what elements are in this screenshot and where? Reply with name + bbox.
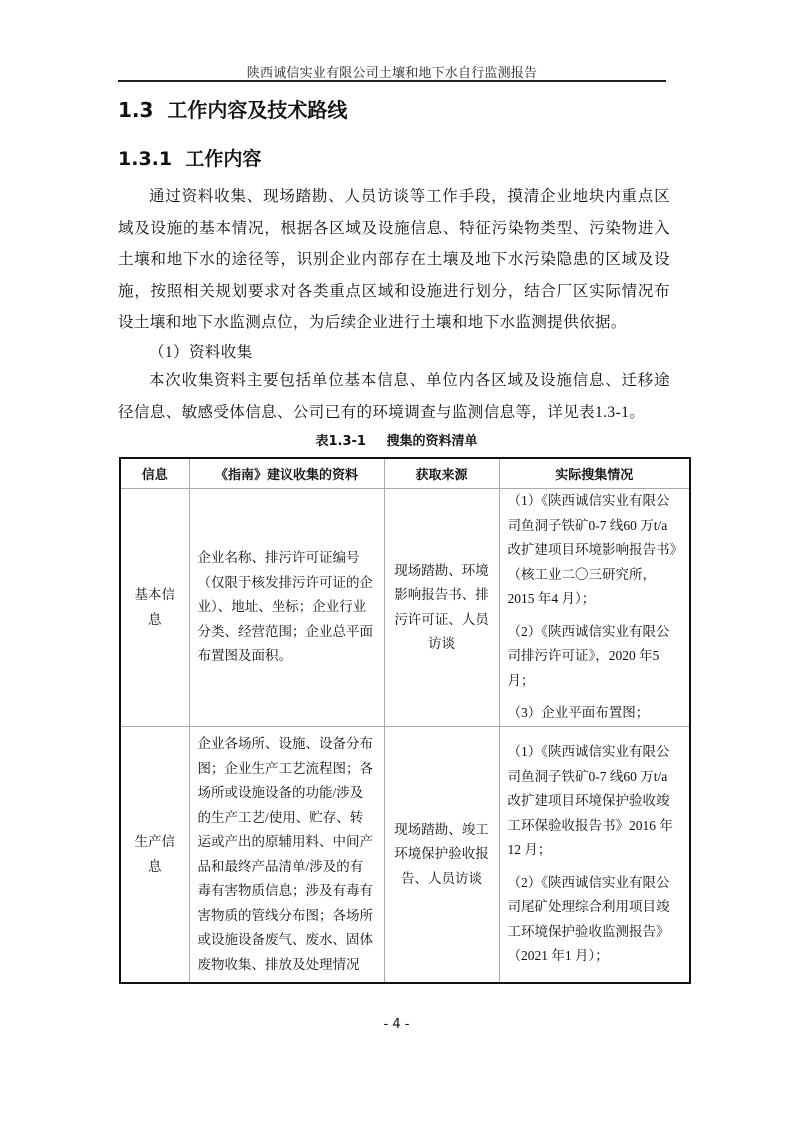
section-title: 工作内容及技术路线 (167, 98, 348, 122)
item-heading: （1）资料收集 (149, 344, 253, 361)
actual-item: （2）《陕西诚信实业有限公司尾矿处理综合利用项目竣工环境保护验收监测报告》（2021 年1 月）； (507, 874, 670, 964)
page-number: - 4 - (383, 1017, 410, 1032)
actual-item: （1）《陕西诚信实业有限公司鱼洞子铁矿0-7 线60 万t/a 改扩建项目环境保护验收竣工环保验收报告书》2016 年12 月； (507, 744, 673, 858)
table-row (120, 727, 690, 984)
actual-item: （3）企业平面布置图； (507, 705, 650, 721)
table-caption-number: 表1.3-1 (315, 434, 366, 449)
subsection-number: 1.3.1 (118, 148, 173, 170)
cell-guide: 企业名称、排污许可证编号（仅限于核发排污许可证的企业）、地址、坐标；企业行业分类、经营范围；企业总平面布置图及面积。 (189, 489, 384, 727)
table-caption-title: 搜集的资料清单 (386, 434, 478, 449)
column-header-guide: 《指南》建议收集的资料 (189, 458, 384, 489)
collection-paragraph: 本次收集资料主要包括单位基本信息、单位内各区域及设施信息、迁移途径信息、敏感受体信息、公司已有的环境调查与监测信息等，详见表1.3-1。 (118, 372, 670, 421)
table-header-row (120, 458, 690, 489)
column-header-source: 获取来源 (384, 458, 499, 489)
running-header: 陕西诚信实业有限公司土壤和地下水自行监测报告 (246, 65, 538, 80)
actual-item: （2）《陕西诚信实业有限公司排污许可证》，2020 年5 月； (507, 623, 670, 688)
subsection-heading (118, 144, 261, 171)
table-caption (0, 430, 793, 449)
cell-actual (499, 489, 690, 727)
intro-paragraph: 通过资料收集、现场踏勘、人员访谈等工作手段，摸清企业地块内重点区域及设施的基本情况，根据各区域及设施信息、特征污染物类型、污染物进入土壤和地下水的途径等，识别企业内部存在土壤及地下水污染隐患的区域及设施，按照相关规划要求对各类重点区域和设施进行划分，结合厂区实际情况布设土壤和地下水监测点位，为后续企业进行土壤和地下水监测提供依据。 (118, 188, 670, 331)
actual-item: （1）《陕西诚信实业有限公司鱼洞子铁矿0-7 线60 万t/a 改扩建项目环境影响报告书》（核工业二〇三研究所，2015 年4 月）； (507, 493, 677, 607)
cell-guide: 企业各场所、设施、设备分布图；企业生产工艺流程图；各场所或设施设备的功能/涉及的生产工艺/使用、贮存、转运或产出的原辅用料、中间产品和最终产品清单/涉及的有毒有害物质信息；涉及有毒有害物质的管线分布图；各场所或设施设备废气、废水、固体废物收集、排放及处理情况 (189, 727, 384, 984)
section-number: 1.3 (118, 98, 154, 122)
header-divider (118, 80, 666, 82)
materials-table (119, 457, 691, 984)
section-heading (118, 94, 347, 123)
cell-actual (499, 727, 690, 984)
cell-source: 现场踏勘、环境影响报告书、排污许可证、人员访谈 (384, 489, 499, 727)
cell-info: 生产信息 (120, 727, 189, 984)
table-row (120, 489, 690, 727)
column-header-info: 信息 (120, 458, 189, 489)
column-header-actual: 实际搜集情况 (499, 458, 690, 489)
cell-info: 基本信息 (120, 489, 189, 727)
subsection-title: 工作内容 (185, 148, 262, 170)
cell-source: 现场踏勘、竣工环境保护验收报告、人员访谈 (384, 727, 499, 984)
